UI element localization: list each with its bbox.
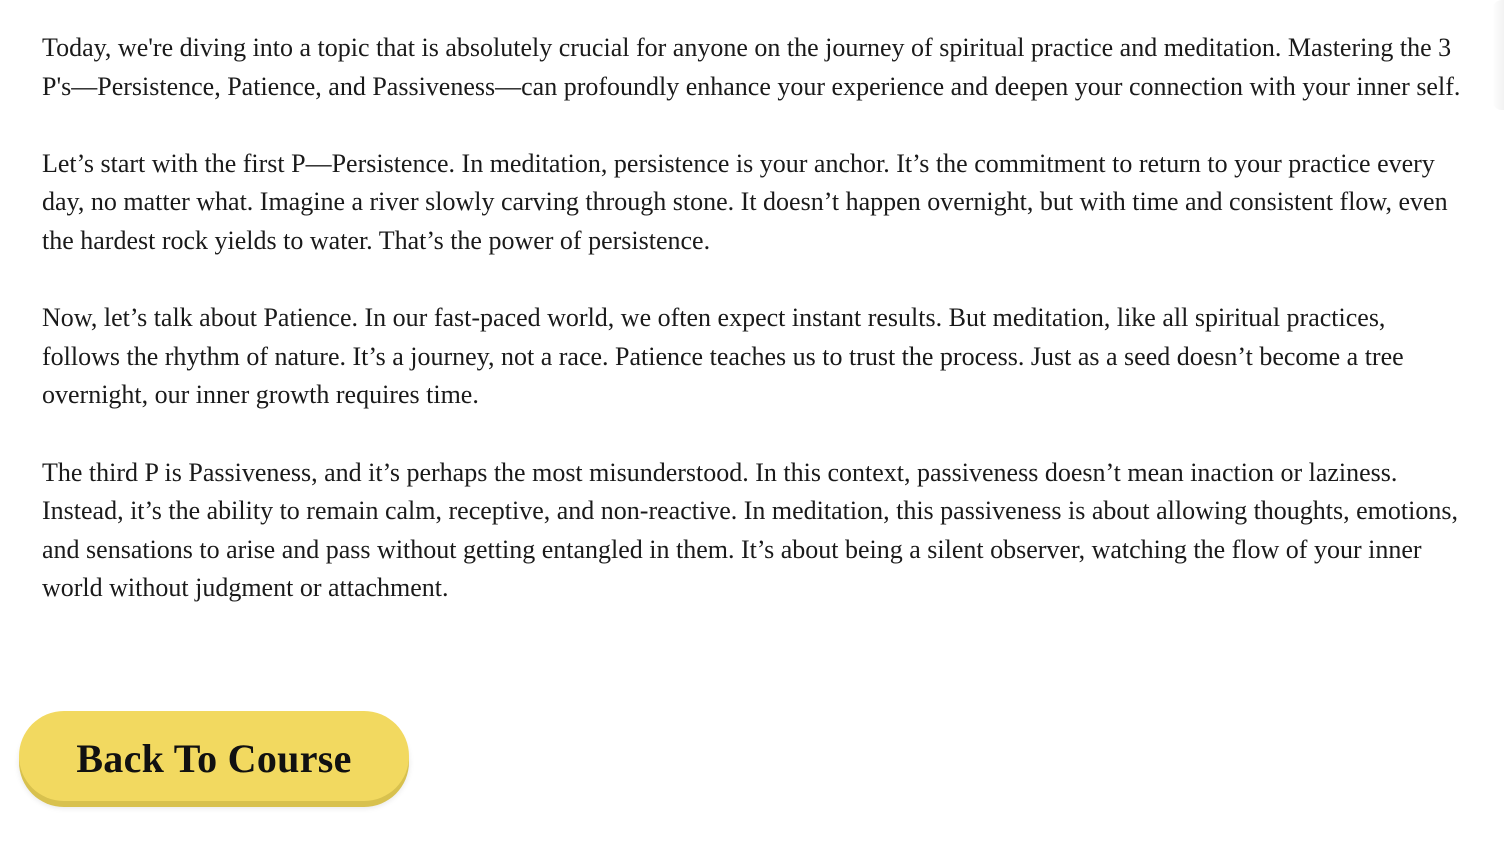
edge-panel-shadow xyxy=(1492,0,1504,110)
paragraph-intro: Today, we're diving into a topic that is absolutely crucial for anyone on the journey of spiritual practice and meditation. Mastering the 3 P's—Persistence, Patience, and Passiveness—can profoundly enhance your experience and deepen your connection with your inner self. xyxy=(42,33,1461,101)
paragraph-persistence: Let’s start with the first P—Persistence. In meditation, persistence is your anchor. It’s the commitment to return to your practice every day, no matter what. Imagine a river slowly carving through stone. It doesn’t happen overnight, but with time and consistent flow, even the hardest rock yields to water. That’s the power of persistence. xyxy=(42,148,1448,255)
article-body xyxy=(42,29,1467,647)
paragraph-patience: Now, let’s talk about Patience. In our fast-paced world, we often expect instant results. But meditation, like all spiritual practices, follows the rhythm of nature. It’s a journey, not a race. Patience teaches us to trust the process. Just as a seed doesn’t become a tree overnight, our inner growth requires time. xyxy=(42,303,1404,410)
back-to-course-label: Back To Course xyxy=(76,735,352,781)
back-to-course-button[interactable] xyxy=(19,711,409,801)
paragraph-passiveness: The third P is Passiveness, and it’s perhaps the most misunderstood. In this context, passiveness doesn’t mean inaction or laziness. Instead, it’s the ability to remain calm, receptive, and non-reactive. In meditation, this passiveness is about allowing thoughts, emotions, and sensations to arise and pass without getting entangled in them. It’s about being a silent observer, watching the flow of your inner world without judgment or attachment. xyxy=(42,457,1458,603)
